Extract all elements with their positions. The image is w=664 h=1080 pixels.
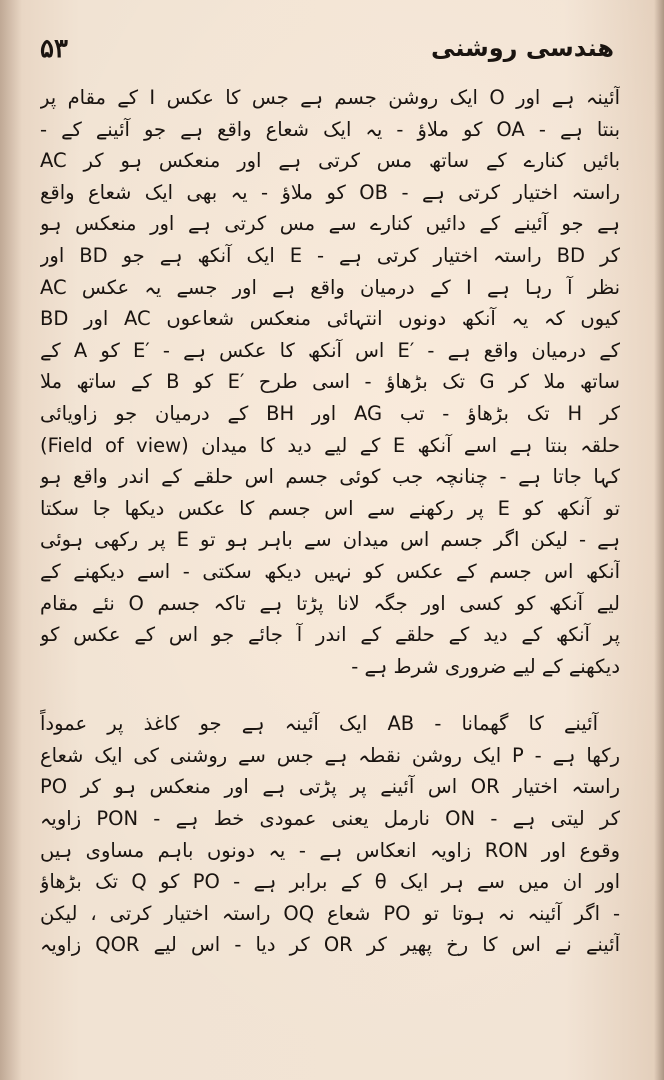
text-line: کر BD راستہ اختیار کرتی ہے - E ایک آنکھ ہے جو BD اور bbox=[40, 243, 620, 267]
text-line: تو آنکھ کو E پر رکھنے سے اس جسم کا عکس دیکھا جا سکتا bbox=[40, 496, 620, 520]
text-line: وقوع اور RON زاویہ انعکاس ہے - یہ دونوں باہم مساوی ہیں bbox=[40, 838, 620, 862]
page-header bbox=[40, 34, 614, 74]
text-line: بائیں کنارے کے ساتھ مس کرتی ہے اور منعکس ہو کر AC bbox=[40, 149, 620, 173]
paragraph-gap bbox=[40, 682, 620, 708]
text-line: راستہ اختیار کرتی ہے - OB کو ملاؤ - یہ بھی ایک شعاع واقع bbox=[40, 180, 620, 204]
paragraph-field-of-view bbox=[40, 82, 620, 682]
running-title: هندسی روشنی bbox=[431, 34, 614, 62]
text-line: AC کے درمیان واقع ہے اور جسے یہ عکس I نظر آ رہا ہے bbox=[40, 275, 620, 299]
text-line: کر لیتی ہے - ON نارمل یعنی عمودی خط ہے - PON زاویہ bbox=[40, 807, 620, 831]
text-line: آئینہ ہے اور O ایک روشن جسم ہے جس کا عکس I کے مقام پر bbox=[40, 86, 620, 109]
text-line: بنتا ہے - OA کو ملاؤ - یہ ایک شعاع واقع ہے جو آئینے کے - bbox=[40, 117, 620, 141]
text-line: حلقہ بنتا ہے اسے آنکھ E کے لیے دید کا میدان (Field of view) bbox=[40, 433, 620, 457]
text-line: PO اس آئینے پر پڑتی ہے اور منعکس ہو کر OR راستہ اختیار bbox=[40, 775, 620, 799]
text-line: آنکھ اس جسم کے عکس کو نہیں دیکھ سکتی - اسے دیکھنے کے bbox=[40, 559, 620, 583]
text-line: کیوں کہ یہ آنکھ دونوں انتہائی منعکس شعاعوں AC اور BD bbox=[40, 307, 620, 331]
paragraph-mirror-rotation bbox=[40, 708, 620, 961]
text-line: اور ان میں سے ہر ایک θ کے برابر ہے - PO کو Q تک بڑھاؤ bbox=[40, 870, 620, 894]
text-line: آئینے کا گھمانا - AB ایک آئینہ ہے جو کاغذ پر عموداً bbox=[40, 712, 598, 736]
text-line: پر آنکھ کے دید کے حلقے کے اندر آ جائے جو اس کے عکس کو bbox=[40, 623, 620, 647]
text-line: آئینے نے اس کا رخ پھیر کر OR کر دیا - اس لیے QOR زاویہ bbox=[40, 933, 620, 957]
text-line: کر H تک بڑھاؤ - تب AG اور BH کے درمیان جو زاویائی bbox=[40, 401, 620, 425]
text-line: دیکھنے کے لیے ضروری شرط ہے - bbox=[351, 654, 620, 678]
text-line: کے درمیان واقع ہے - ′E اس آنکھ کا عکس ہے - ′E کو A کے bbox=[40, 338, 620, 362]
text-line: کہا جاتا ہے - چنانچہ جب کوئی جسم اس حلقے کے اندر واقع ہو bbox=[40, 465, 620, 489]
text-line: ہے جو آئینے کے دائیں کنارے سے مس کرتی ہے اور منعکس ہو bbox=[40, 212, 620, 236]
text-line: ساتھ ملا کر G تک بڑھاؤ - اسی طرح ′E کو B کے ساتھ ملا bbox=[40, 370, 620, 394]
text-line: ہے - لیکن اگر جسم اس میدان سے باہر ہو تو E پر رکھی ہوئی bbox=[40, 528, 620, 552]
text-line: لیے آنکھ کو کسی اور جگہ لانا پڑتا ہے تاکہ جسم O نئے مقام bbox=[40, 591, 620, 615]
text-line: - اگر آئینہ نہ ہوتا تو PO شعاع OQ راستہ اختیار کرتی ، لیکن bbox=[40, 901, 620, 925]
text-line: رکھا ہے - P ایک روشن نقطہ ہے جس سے روشنی کی ایک شعاع bbox=[40, 743, 620, 767]
body-text bbox=[40, 82, 620, 961]
page-number: ۵۳ bbox=[40, 34, 68, 64]
